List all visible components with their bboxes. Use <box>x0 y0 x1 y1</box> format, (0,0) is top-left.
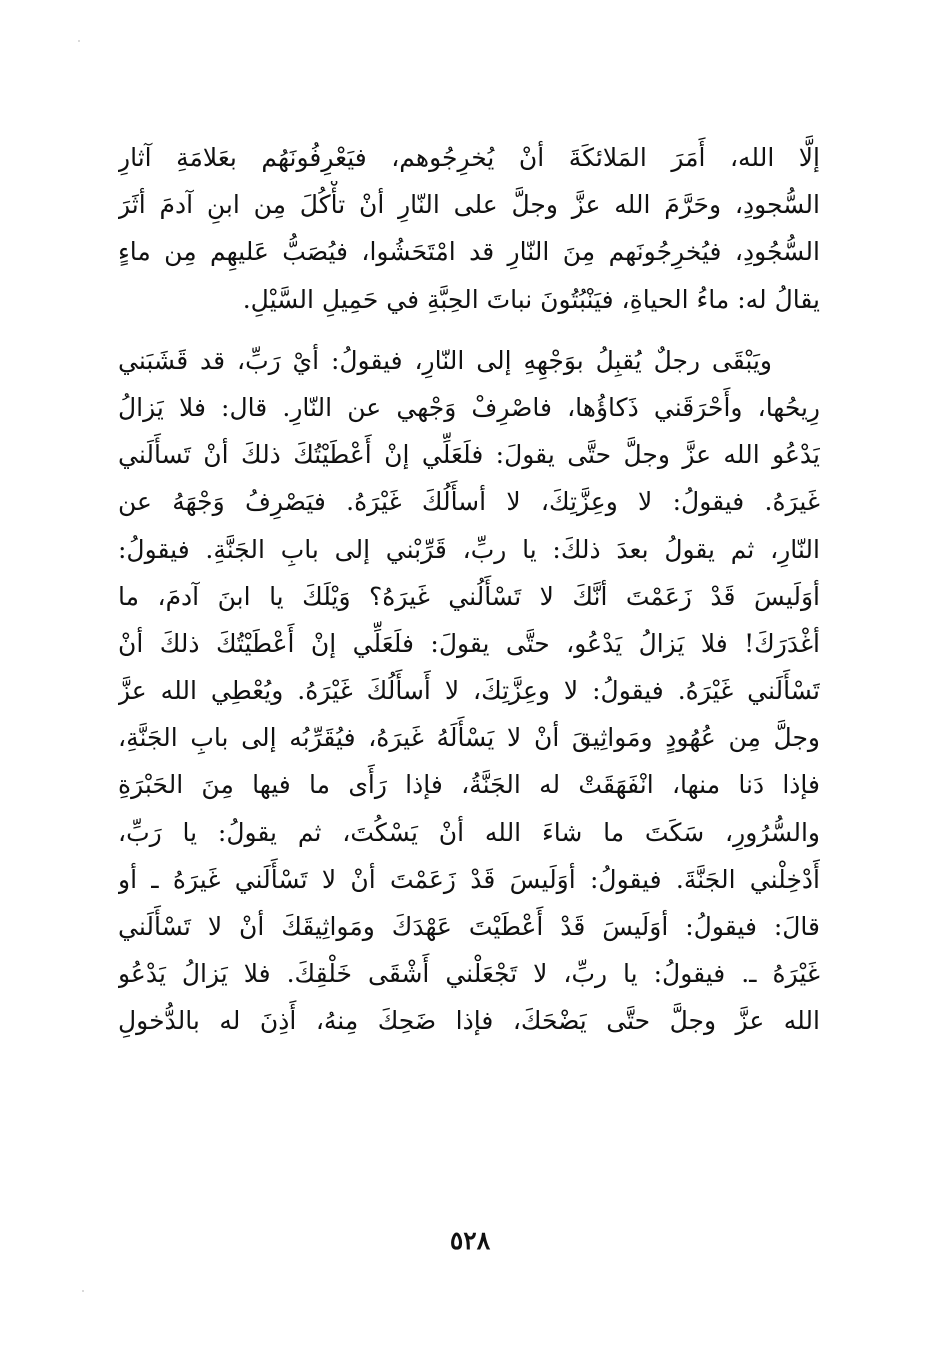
text-line: قالَ: فيقولُ: أوَلَيسَ قَدْ أَعْطَيْتَ عَهْدَكَ ومَواثِيقَكَ أنْ لا تَسْأَلَني <box>118 912 820 941</box>
text-line: النّارِ، ثم يقولُ بعدَ ذلكَ: يا ربِّ، قَرِّبْني إلى بابِ الجَنَّةِ. فيقولُ: <box>118 534 820 564</box>
text-line: أَدْخِلْني الجَنَّةَ. فيقولُ: أوَلَيسَ قَدْ زَعَمْتَ أنْ لا تَسْأَلَني غَيرَهُ ـ أو <box>118 864 820 894</box>
page-number: ٥٢٨ <box>449 1226 491 1255</box>
text-line: إلَّا الله، أَمَرَ المَلائكَةَ أنْ يُخرِجُوهم، فيَعْرِفُونَهُم بعَلامَةِ آثارِ <box>118 143 820 172</box>
text-line: وجلَّ مِن عُهُودٍ ومَواثِيقَ أنْ لا يَسْأَلَهُ غَيرَهُ، فيُقَرِّبُه إلى بابِ الجَنَّةِ، <box>118 723 820 753</box>
paper-speck <box>82 1290 84 1292</box>
text-line: الله عزَّ وجلَّ حتَّى يَضْحَكَ، فإذا ضَحِكَ مِنهُ، أَذِنَ له بالدُّخولِ <box>118 1006 820 1036</box>
text-line: غَيرَهُ. فيقولُ: لا وعِزَّتِكَ، لا أسأَلُكَ غَيْرَهُ. فيَصْرِفُ وَجْهَهُ عن <box>118 487 820 517</box>
text-line: السُّجودِ، وحَرَّمَ الله عزَّ وجلَّ على النّارِ أنْ تأْكُلَ مِن ابنِ آدمَ أثَرَ <box>118 190 820 220</box>
text-line: يَدْعُو الله عزَّ وجلَّ حتَّى يقولَ: فلَعَلِّي إنْ أَعْطَيْتُكَ ذلكَ أنْ تَسأَلَني <box>118 440 820 470</box>
paper-speck <box>78 40 80 42</box>
body-text <box>118 134 820 1045</box>
text-line: فإذا دَنا منها، انْفَهَقَتْ له الجَنَّةُ، فإذا رَأَى ما فيها مِنَ الحَبْرَةِ <box>118 770 820 800</box>
text-line: غَيْرَهُ ـ. فيقولُ: يا ربِّ، لا تَجْعَلْني أَشْقَى خَلْقِكَ. فلا يَزالُ يَدْعُو <box>118 959 820 989</box>
text-line: السُّجُودِ، فيُخرِجُونَهم مِنَ النّارِ قد امْتَحَشُوا، فيُصَبُّ عَليهِم مِن ماءٍ <box>118 237 820 267</box>
text-line: والسُّرُورِ، سَكَتَ ما شاءَ الله أنْ يَسْكُتَ، ثم يقولُ: يا رَبِّ، <box>118 817 820 847</box>
paragraph-2 <box>118 337 820 1045</box>
text-line: تَسْأَلَني غَيْرَهُ. فيقولُ: لا وعِزَّتِكَ، لا أَسأَلُكَ غَيْرَهُ. ويُعْطِي الله عزَّ <box>118 676 820 706</box>
text-line: أغْدَرَكَ! فلا يَزالُ يَدْعُو، حتَّى يقولَ: فلَعَلِّي إنْ أَعْطَيْتُكَ ذلكَ أنْ <box>118 628 820 658</box>
text-line: يقالُ له: ماءُ الحياةِ، فيَنْبُتُونَ نباتَ الحِبَّةِ في حَمِيلِ السَّيْلِ. <box>242 284 820 314</box>
paragraph-1 <box>118 134 820 323</box>
text-line: أوَلَيسَ قَدْ زَعَمْتَ أنَّكَ لا تَسْأَلُني غَيرَهُ؟ وَيْلَكَ يا ابنَ آدمَ، ما <box>118 581 820 611</box>
text-line: رِيحُها، وأَحْرَقَني ذَكاؤُها، فاصْرِفْ وَجْهي عن النّارِ. قال: فلا يَزالُ <box>118 392 820 422</box>
text-line: ويَبْقَى رجلٌ يُقبِلُ بوَجْهِهِ إلى النّارِ، فيقولُ: أيْ رَبِّ، قد قَشَبَني <box>118 345 772 375</box>
